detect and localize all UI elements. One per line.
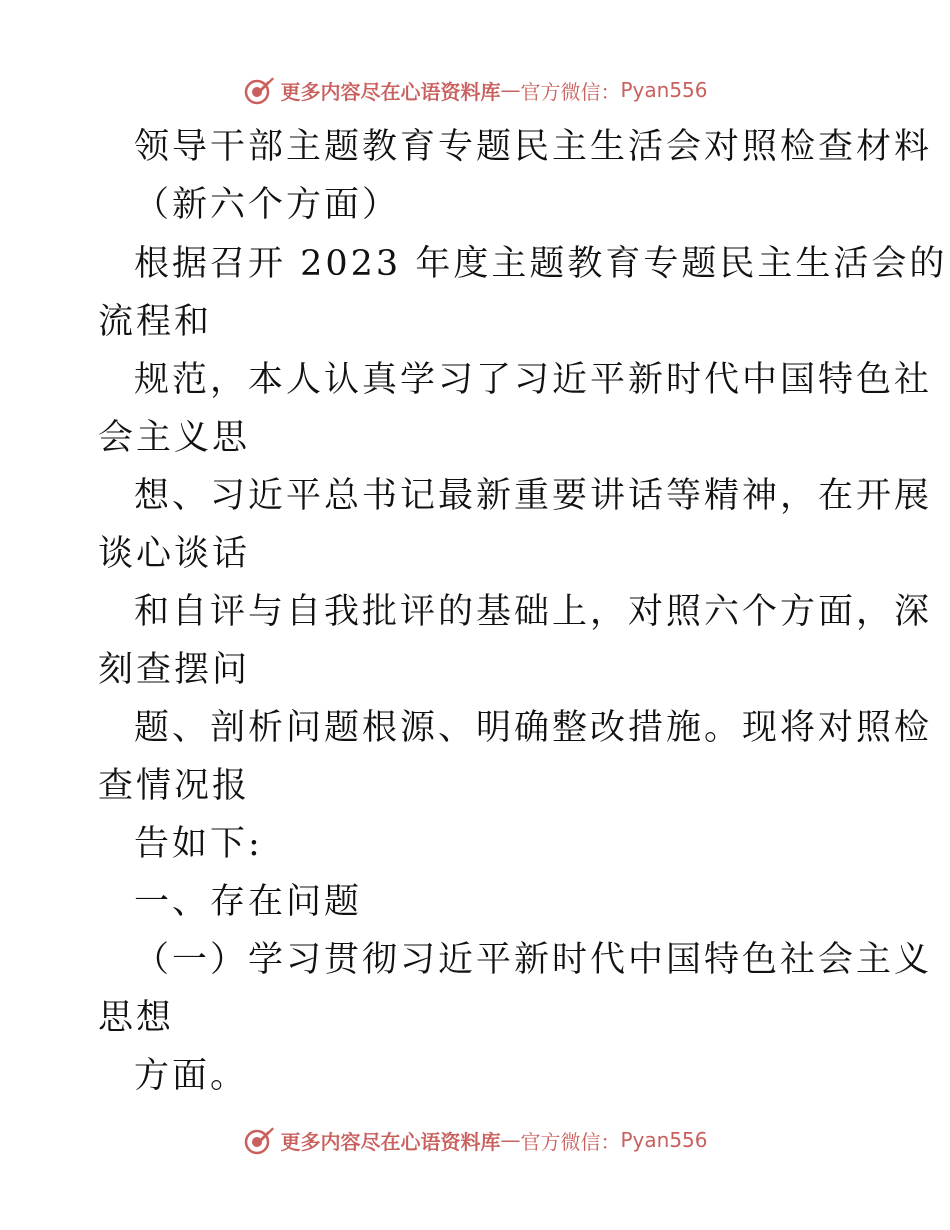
banner-slogan: 更多内容尽在心语资料库 bbox=[280, 79, 501, 104]
paragraph-line: 根据召开 2023 年度主题教育专题民主生活会的 bbox=[134, 244, 948, 284]
banner-wechat-id: Pyan556 bbox=[620, 1128, 708, 1152]
banner-dash: — bbox=[500, 1128, 521, 1152]
section-heading: 一、存在问题 bbox=[134, 882, 363, 922]
paragraph-line: 规范，本人认真学习了习近平新时代中国特色社 bbox=[134, 360, 933, 400]
header-banner bbox=[0, 70, 950, 110]
quill-pen-logo-icon bbox=[242, 73, 276, 107]
document-title: 领导干部主题教育专题民主生活会对照检查材料 bbox=[134, 127, 933, 167]
document-subtitle: （新六个方面） bbox=[134, 185, 401, 225]
banner-wechat-id: Pyan556 bbox=[620, 78, 708, 102]
paragraph-line: 和自评与自我批评的基础上，对照六个方面，深 bbox=[134, 592, 933, 632]
paragraph-line: 告如下: bbox=[134, 824, 263, 864]
paragraph-line: 想、习近平总书记最新重要讲话等精神，在开展 bbox=[134, 476, 933, 516]
paragraph-line: 方面。 bbox=[134, 1056, 249, 1096]
paragraph-line: 谈心谈话 bbox=[98, 534, 251, 574]
paragraph-line: 查情况报 bbox=[98, 766, 251, 806]
banner-dash: — bbox=[500, 78, 521, 102]
banner-slogan: 更多内容尽在心语资料库 bbox=[280, 1129, 501, 1154]
subsection-heading: （一）学习贯彻习近平新时代中国特色社会主义 bbox=[134, 940, 933, 980]
paragraph-line: 刻查摆问 bbox=[98, 650, 251, 690]
paragraph-line: 流程和 bbox=[98, 302, 213, 342]
paragraph-line: 题、剖析问题根源、明确整改措施。现将对照检 bbox=[134, 708, 933, 748]
paragraph-line: 会主义思 bbox=[98, 418, 251, 458]
subsection-heading-continued: 思想 bbox=[98, 998, 175, 1038]
banner-contact-label: 官方微信： bbox=[520, 79, 621, 104]
quill-pen-logo-icon bbox=[242, 1123, 276, 1157]
footer-banner bbox=[0, 1120, 950, 1160]
banner-contact-label: 官方微信： bbox=[520, 1129, 621, 1154]
